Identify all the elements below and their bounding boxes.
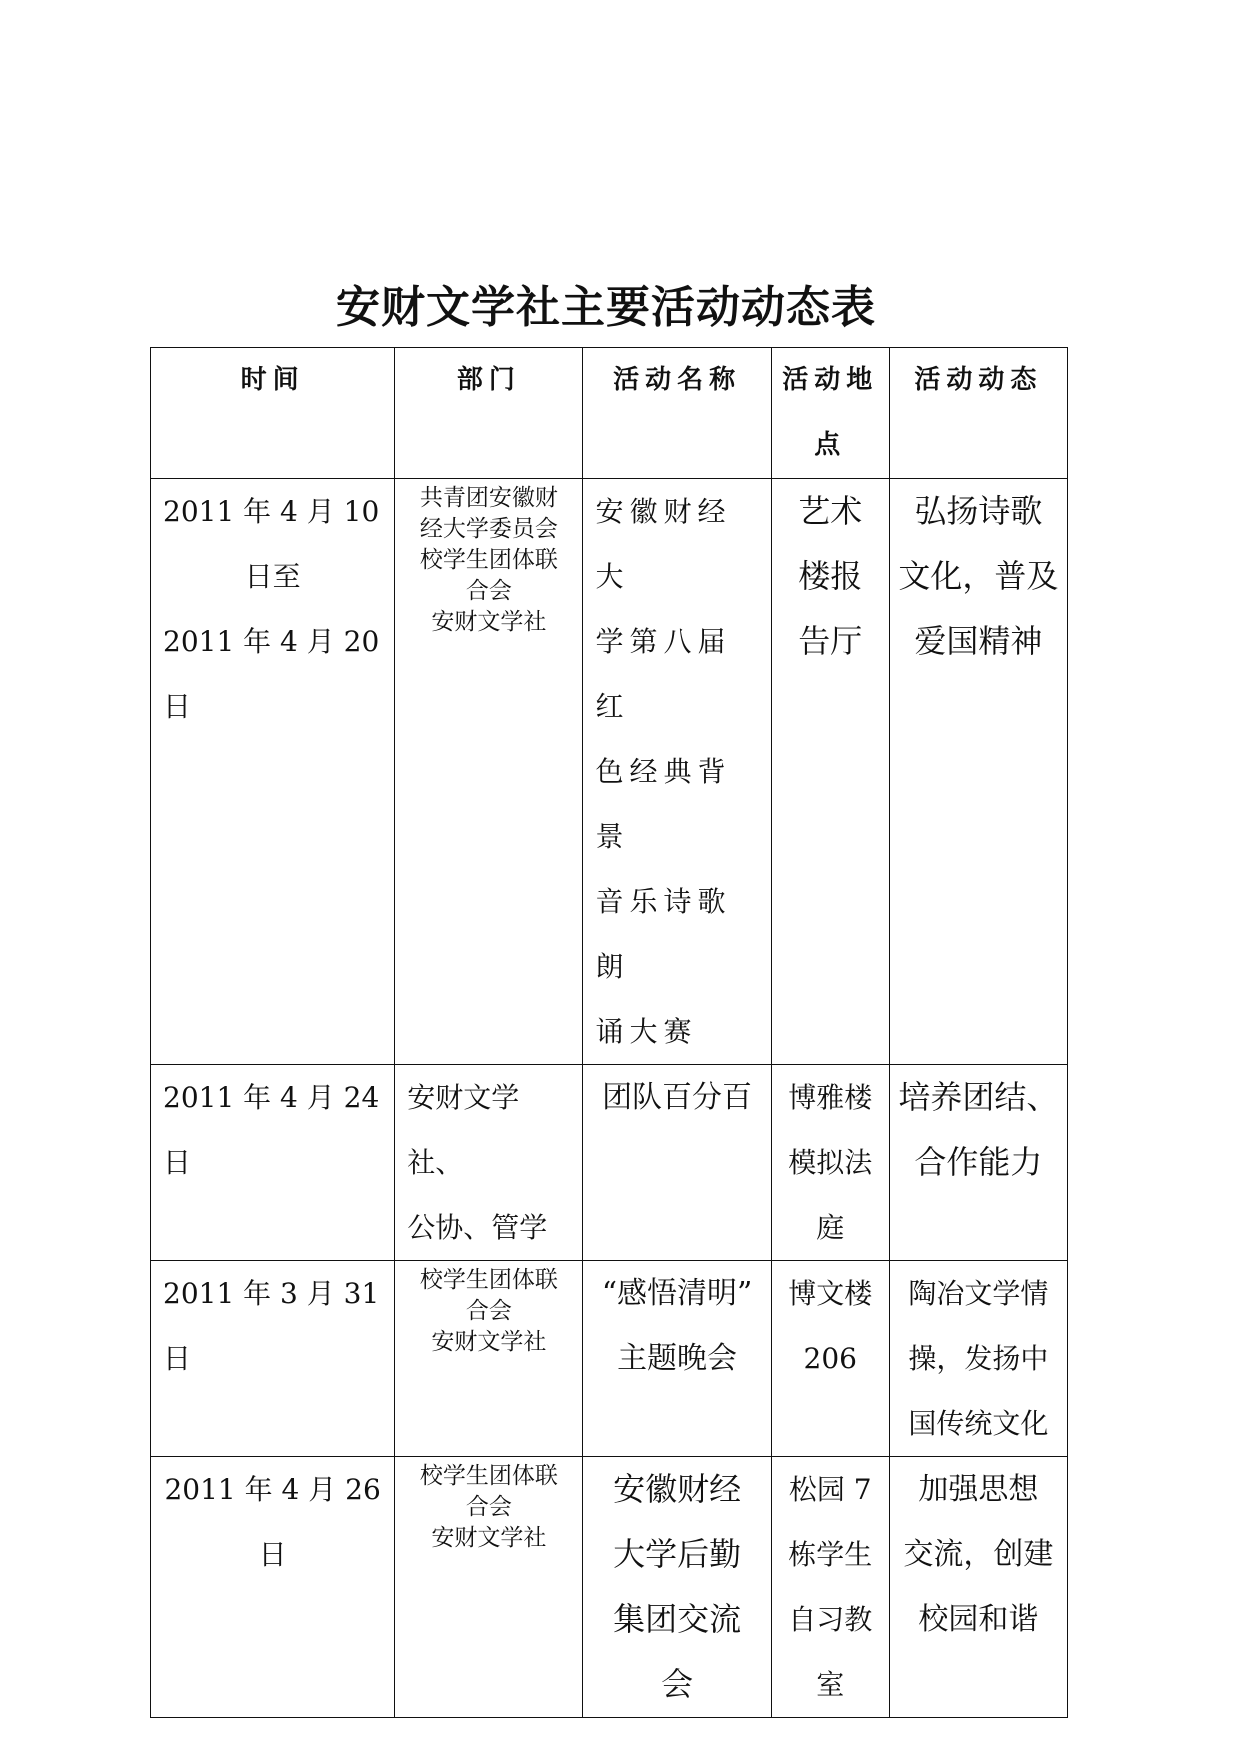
location-cell: 博文楼 206 (771, 1261, 889, 1457)
table-row (151, 1457, 1068, 1718)
header-location: 活动地 点 (771, 348, 889, 479)
page-title: 安财文学社主要活动动态表 (336, 282, 876, 333)
status-cell: 培养团结、 合作能力 (889, 1065, 1067, 1261)
department-cell: 安财文学社、 公协、管学 (395, 1065, 583, 1261)
table-row (151, 1261, 1068, 1457)
activity-table (150, 347, 1068, 1718)
department-cell: 校学生团体联 合会 安财文学社 (395, 1457, 583, 1718)
header-time: 时间 (151, 348, 395, 479)
location-cell: 艺术 楼报 告厅 (771, 479, 889, 1065)
table-row (151, 479, 1068, 1065)
time-cell: 2011 年 4 月 10 日至 2011 年 4 月 20 日 (151, 479, 395, 1065)
activity-cell: 安徽财经大 学第八届红 色经典背景 音乐诗歌朗 诵大赛 (583, 479, 771, 1065)
time-cell: 2011 年 4 月 26 日 (151, 1457, 395, 1718)
header-department: 部门 (395, 348, 583, 479)
activity-cell: 安徽财经 大学后勤 集团交流 会 (583, 1457, 771, 1718)
header-status: 活动动态 (889, 348, 1067, 479)
time-cell: 2011 年 3 月 31 日 (151, 1261, 395, 1457)
location-cell: 博雅楼 模拟法 庭 (771, 1065, 889, 1261)
location-cell: 松园 7 栋学生 自习教 室 (771, 1457, 889, 1718)
table-row (151, 1065, 1068, 1261)
activity-cell: “感悟清明” 主题晚会 (583, 1261, 771, 1457)
header-row (151, 348, 1068, 479)
status-cell: 弘扬诗歌 文化，普及 爱国精神 (889, 479, 1067, 1065)
department-cell: 校学生团体联 合会 安财文学社 (395, 1261, 583, 1457)
department-cell: 共青团安徽财 经大学委员会 校学生团体联 合会 安财文学社 (395, 479, 583, 1065)
status-cell: 加强思想 交流，创建 校园和谐 (889, 1457, 1067, 1718)
status-cell: 陶冶文学情 操，发扬中 国传统文化 (889, 1261, 1067, 1457)
activity-cell: 团队百分百 (583, 1065, 771, 1261)
header-activity-name: 活动名称 (583, 348, 771, 479)
time-cell: 2011 年 4 月 24 日 (151, 1065, 395, 1261)
